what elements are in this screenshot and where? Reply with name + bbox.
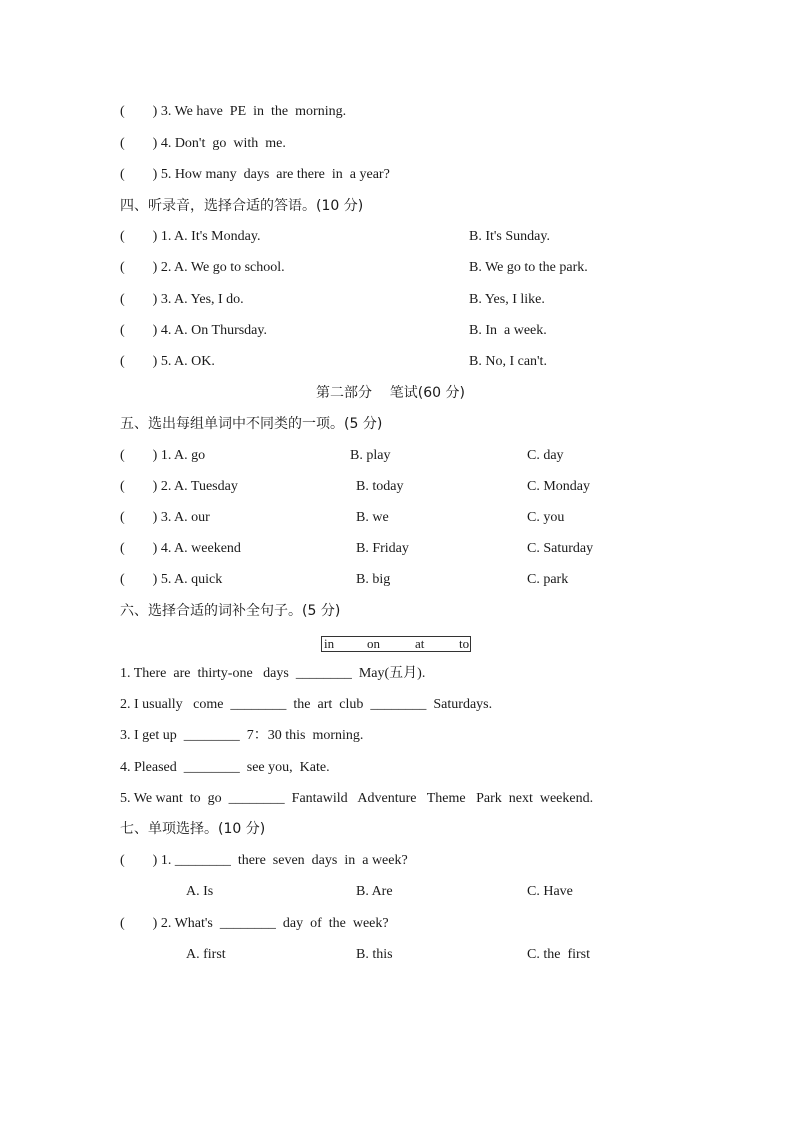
question-line: ( ) 5. A. OK. — [120, 354, 215, 369]
question-line: ( ) 4. A. weekend — [120, 541, 241, 556]
word-bank-item: at — [415, 636, 425, 651]
option-b: B. Yes, I like. — [469, 292, 545, 307]
word-bank-item: in — [324, 636, 335, 651]
option-c: C. you — [527, 510, 565, 525]
question-line: ( ) 3. A. Yes, I do. — [120, 292, 244, 307]
question-line: ( ) 5. How many days are there in a year? — [120, 167, 390, 182]
word-bank-item: to — [459, 636, 470, 651]
option-c: C. Have — [527, 884, 573, 899]
option-b: B. In a week. — [469, 323, 547, 338]
question-line: ( ) 1. A. go — [120, 448, 206, 463]
sentence-line: 4. Pleased ________ see you, Kate. — [120, 760, 330, 775]
section-title: 六、选择合适的词补全句子。(5 分) — [120, 603, 341, 619]
option-a: A. Is — [186, 884, 214, 899]
question-line: ( ) 2. A. We go to school. — [120, 260, 285, 275]
sentence-line: 5. We want to go ________ Fantawild Adventure Theme Park next weekend. — [120, 791, 594, 806]
question-line: ( ) 1. A. It's Monday. — [120, 229, 261, 244]
sentence-line: 3. I get up ________ 7：30 this morning. — [120, 728, 364, 743]
question-line: ( ) 1. ________ there seven days in a week? — [120, 853, 408, 868]
sentence-line: 2. I usually come ________ the art club ________ Saturdays. — [120, 697, 493, 712]
option-b: B. We go to the park. — [469, 260, 588, 275]
question-line: ( ) 3. We have PE in the morning. — [120, 104, 347, 119]
section-title: 四、听录音，选择合适的答语。(10 分) — [120, 198, 364, 214]
option-c: C. day — [527, 448, 564, 463]
part-title: 第二部分 笔试(60 分) — [316, 385, 465, 401]
option-a: A. first — [186, 947, 226, 962]
option-c: C. park — [527, 572, 569, 587]
option-b: B. It's Sunday. — [469, 229, 550, 244]
sentence-line: 1. There are thirty-one days ________ May(五月). — [120, 666, 426, 681]
option-c: C. Monday — [527, 479, 590, 494]
section-title: 七、单项选择。(10 分) — [120, 821, 266, 837]
question-line: ( ) 3. A. our — [120, 510, 210, 525]
option-b: B. big — [356, 572, 391, 587]
question-line: ( ) 5. A. quick — [120, 572, 223, 587]
word-bank — [321, 636, 471, 652]
option-b: B. No, I can't. — [469, 354, 547, 369]
option-c: C. the first — [527, 947, 590, 962]
option-b: B. Are — [356, 884, 393, 899]
option-b: B. Friday — [356, 541, 409, 556]
question-line: ( ) 4. Don't go with me. — [120, 136, 286, 151]
option-b: B. this — [356, 947, 393, 962]
question-line: ( ) 2. A. Tuesday — [120, 479, 238, 494]
option-b: B. play — [350, 448, 391, 463]
option-b: B. we — [356, 510, 389, 525]
question-line: ( ) 4. A. On Thursday. — [120, 323, 267, 338]
option-b: B. today — [356, 479, 404, 494]
section-title: 五、选出每组单词中不同类的一项。(5 分) — [120, 416, 383, 432]
word-bank-item: on — [367, 636, 380, 651]
question-line: ( ) 2. What's ________ day of the week? — [120, 916, 389, 931]
option-c: C. Saturday — [527, 541, 594, 556]
